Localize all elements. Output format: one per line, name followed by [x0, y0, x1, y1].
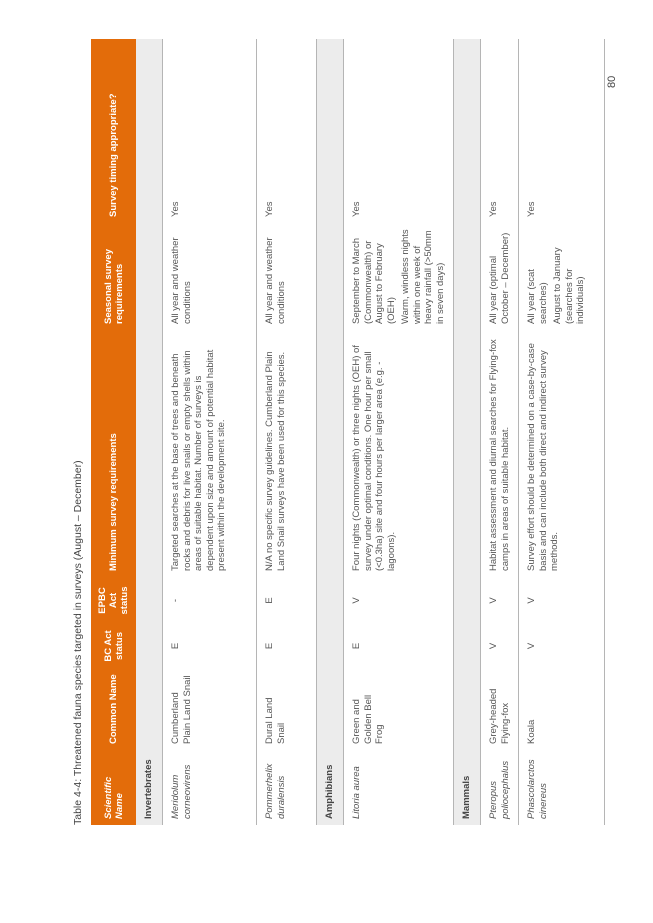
- seasonal-line-1: September to March (Commonwealth) or August to February (OEH): [351, 237, 397, 324]
- header-epbc-act: EPBC Act status: [91, 577, 136, 624]
- group-row-amphibians: [317, 39, 344, 825]
- group-label: Invertebrates: [136, 39, 163, 825]
- minimum-survey-requirements: Targeted searches at the base of trees and beneath rocks and debris for live snails or empty shells within areas of suitable habitat. Number of surveys is dependent upon size and amount of potential habitat present within the development site.: [163, 330, 257, 577]
- scientific-name: Pommerhelix duralensis: [257, 750, 317, 825]
- minimum-survey-requirements: Habitat assessment and diurnal searches for Flying-fox camps in areas of suitable habitat.: [481, 330, 519, 577]
- epbc-act-status: E: [257, 577, 317, 624]
- table-row: [519, 39, 605, 825]
- bc-act-status: E: [163, 624, 257, 668]
- epbc-act-status: V: [344, 577, 454, 624]
- common-name: Dural Land Snail: [257, 668, 317, 750]
- minimum-survey-requirements: Survey effort should be determined on a case-by-case basis and can include both direct and indirect survey methods.: [519, 330, 605, 577]
- common-name: Koala: [519, 668, 605, 750]
- group-row-mammals: [454, 39, 481, 825]
- minimum-survey-requirements: N/A no specific survey guidelines. Cumberland Plain Land Snail surveys have been used for this species.: [257, 330, 317, 577]
- common-name: Grey-headed Flying-fox: [481, 668, 519, 750]
- header-common-name: Common Name: [91, 668, 136, 750]
- seasonal-survey-requirements: [519, 223, 605, 330]
- seasonal-line-2: Warm, windless nights within one week of heavy rainfall (>50mm in seven days): [400, 229, 446, 324]
- survey-timing: Yes: [344, 39, 454, 223]
- scientific-name: Meridolum corneovirens: [163, 750, 257, 825]
- header-minimum-survey: Minimum survey requirements: [91, 330, 136, 577]
- header-seasonal-survey: Seasonal survey requirements: [91, 223, 136, 330]
- survey-timing: Yes: [257, 39, 317, 223]
- table-header-row: [91, 39, 136, 825]
- epbc-act-status: V: [519, 577, 605, 624]
- scientific-name: Phascolarctos cinereus: [519, 750, 605, 825]
- epbc-act-status: V: [481, 577, 519, 624]
- table-row: [344, 39, 454, 825]
- common-name: Cumberland Plain Land Snail: [163, 668, 257, 750]
- bc-act-status: V: [519, 624, 605, 668]
- header-bc-act: BC Act status: [91, 624, 136, 668]
- seasonal-line-2: August to January (searches for individuals): [552, 247, 586, 324]
- seasonal-line-1: All year (scat searches): [526, 269, 549, 324]
- group-row-invertebrates: [136, 39, 163, 825]
- epbc-act-status: -: [163, 577, 257, 624]
- fauna-species-table: [91, 39, 605, 825]
- bc-act-status: V: [481, 624, 519, 668]
- common-name: Green and Golden Bell Frog: [344, 668, 454, 750]
- group-label: Mammals: [454, 39, 481, 825]
- bc-act-status: E: [344, 624, 454, 668]
- header-scientific-name: Scientific Name: [91, 750, 136, 825]
- table-row: [257, 39, 317, 825]
- bc-act-status: E: [257, 624, 317, 668]
- table-row: [481, 39, 519, 825]
- survey-timing: Yes: [481, 39, 519, 223]
- header-survey-timing: Survey timing appropriate?: [91, 39, 136, 223]
- scientific-name: Litoria aurea: [344, 750, 454, 825]
- seasonal-survey-requirements: All year (optimal October – December): [481, 223, 519, 330]
- seasonal-survey-requirements: All year and weather conditions: [163, 223, 257, 330]
- table-row: [163, 39, 257, 825]
- seasonal-survey-requirements: [344, 223, 454, 330]
- page-number: 80: [606, 75, 618, 88]
- table-caption: Table 4-4: Threatened fauna species targeted in surveys (August – December): [72, 460, 84, 825]
- survey-timing: Yes: [163, 39, 257, 223]
- group-label: Amphibians: [317, 39, 344, 825]
- minimum-survey-requirements: Four nights (Commonwealth) or three nights (OEH) of survey under optimal conditions. One hour per small (<0.3ha) site and four hours per larger area (e.g. - lagoons).: [344, 330, 454, 577]
- seasonal-survey-requirements: All year and weather conditions: [257, 223, 317, 330]
- scientific-name: Pteropus poliocephalus: [481, 750, 519, 825]
- survey-timing: Yes: [519, 39, 605, 223]
